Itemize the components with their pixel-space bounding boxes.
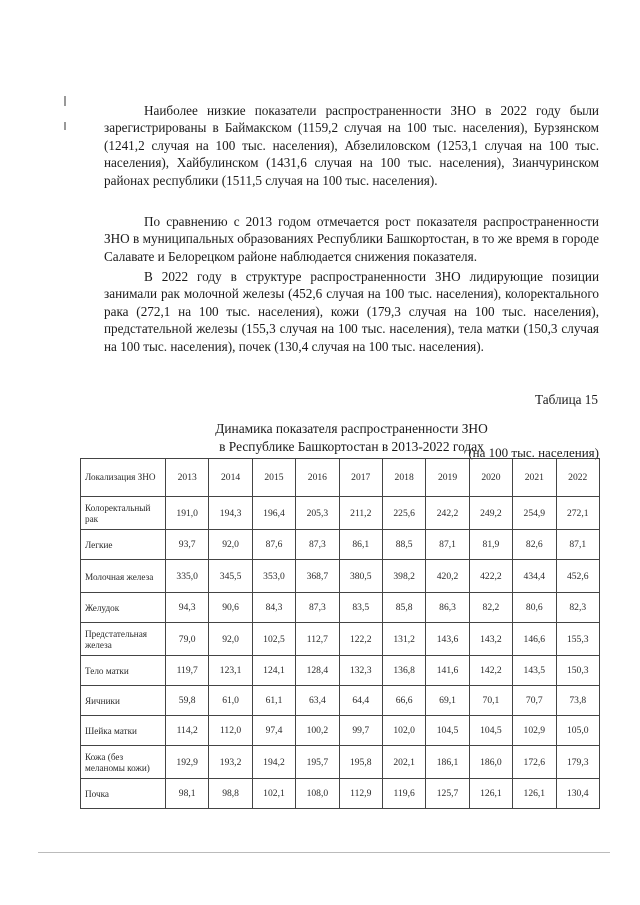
cell-value: 92,0 [209,623,252,656]
table-row [81,656,600,686]
table-row [81,623,600,656]
cell-value: 112,9 [339,779,382,809]
cell-value: 422,2 [469,560,512,593]
cell-value: 345,5 [209,560,252,593]
cell-value: 194,2 [252,746,295,779]
cell-localization: Колоректальный рак [81,497,166,530]
cell-value: 124,1 [252,656,295,686]
cell-value: 87,1 [556,530,599,560]
cell-value: 86,3 [426,593,469,623]
cell-localization: Кожа (без меланомы кожи) [81,746,166,779]
table-row [81,593,600,623]
cell-value: 87,1 [426,530,469,560]
cell-value: 85,8 [382,593,425,623]
cell-value: 150,3 [556,656,599,686]
header-year: 2020 [469,459,512,497]
cell-value: 114,2 [166,716,209,746]
cell-value: 112,7 [296,623,339,656]
header-localization: Локализация ЗНО [81,459,166,497]
cell-localization: Молочная железа [81,560,166,593]
cell-value: 172,6 [513,746,556,779]
header-year: 2015 [252,459,295,497]
cell-value: 102,0 [382,716,425,746]
cell-value: 452,6 [556,560,599,593]
cell-value: 70,1 [469,686,512,716]
header-year: 2014 [209,459,252,497]
cell-value: 434,4 [513,560,556,593]
cell-value: 249,2 [469,497,512,530]
cell-value: 193,2 [209,746,252,779]
table-header-row [81,459,600,497]
paragraph-lowest-prevalence: Наиболее низкие показатели распространенности ЗНО в 2022 году были зарегистрированы в Баймакском (1159,2 случая на 100 тыс. населения), Бурзянском (1241,2 случая на 100 тыс. населения), Абзелиловском (1253,1 случая на 100 тыс. населения), Хайбулинском (1431,6 случая на 100 тыс. населения), Зианчуринском районах республики (1511,5 случая на 100 тыс. населения). [104,103,599,188]
cell-localization: Легкие [81,530,166,560]
table-caption: Таблица 15 [535,392,598,407]
cell-value: 73,8 [556,686,599,716]
cell-value: 87,3 [296,593,339,623]
cell-value: 254,9 [513,497,556,530]
cell-value: 195,8 [339,746,382,779]
cell-value: 90,6 [209,593,252,623]
header-year: 2017 [339,459,382,497]
cell-value: 98,8 [209,779,252,809]
cell-value: 84,3 [252,593,295,623]
cell-localization: Предстательная железа [81,623,166,656]
cell-value: 112,0 [209,716,252,746]
table-row [81,560,600,593]
cell-value: 122,2 [339,623,382,656]
cell-value: 87,6 [252,530,295,560]
cell-value: 97,4 [252,716,295,746]
cell-value: 420,2 [426,560,469,593]
cell-value: 186,1 [426,746,469,779]
cell-value: 194,3 [209,497,252,530]
cell-value: 82,6 [513,530,556,560]
prevalence-table [80,458,600,809]
cell-value: 88,5 [382,530,425,560]
cell-value: 59,8 [166,686,209,716]
cell-value: 93,7 [166,530,209,560]
cell-value: 102,9 [513,716,556,746]
cell-value: 272,1 [556,497,599,530]
cell-value: 99,7 [339,716,382,746]
cell-value: 368,7 [296,560,339,593]
cell-value: 80,6 [513,593,556,623]
cell-value: 242,2 [426,497,469,530]
cell-value: 108,0 [296,779,339,809]
cell-value: 155,3 [556,623,599,656]
table-row [81,746,600,779]
cell-value: 83,5 [339,593,382,623]
cell-value: 87,3 [296,530,339,560]
cell-value: 132,3 [339,656,382,686]
cell-value: 142,2 [469,656,512,686]
cell-localization: Почка [81,779,166,809]
cell-value: 79,0 [166,623,209,656]
cell-value: 335,0 [166,560,209,593]
cell-localization: Шейка матки [81,716,166,746]
cell-value: 66,6 [382,686,425,716]
margin-mark [64,96,66,106]
table-title-line-1: Динамика показателя распространенности ЗНО [215,421,488,436]
cell-value: 143,2 [469,623,512,656]
cell-value: 105,0 [556,716,599,746]
cell-value: 143,6 [426,623,469,656]
cell-value: 69,1 [426,686,469,716]
cell-value: 195,7 [296,746,339,779]
cell-localization: Яичники [81,686,166,716]
cell-value: 104,5 [426,716,469,746]
cell-value: 353,0 [252,560,295,593]
cell-value: 205,3 [296,497,339,530]
cell-value: 119,7 [166,656,209,686]
cell-value: 136,8 [382,656,425,686]
cell-value: 196,4 [252,497,295,530]
header-year: 2021 [513,459,556,497]
cell-value: 123,1 [209,656,252,686]
cell-value: 125,7 [426,779,469,809]
table-row [81,716,600,746]
margin-mark [64,122,66,130]
cell-value: 100,2 [296,716,339,746]
cell-value: 63,4 [296,686,339,716]
cell-value: 126,1 [513,779,556,809]
cell-value: 192,9 [166,746,209,779]
table-title-line-2: в Республике Башкортостан в 2013-2022 годах [219,439,484,454]
cell-value: 143,5 [513,656,556,686]
header-year: 2019 [426,459,469,497]
paragraph-growth-comparison: По сравнению с 2013 годом отмечается рост показателя распространенности ЗНО в муниципальных образованиях Республики Башкортостан, в то же время в городе Салавате и Белорецком районе наблюдается снижения показателя. [104,214,599,264]
cell-value: 86,1 [339,530,382,560]
cell-value: 131,2 [382,623,425,656]
header-year: 2022 [556,459,599,497]
cell-value: 102,1 [252,779,295,809]
cell-value: 211,2 [339,497,382,530]
cell-value: 70,7 [513,686,556,716]
table-row [81,686,600,716]
paragraph-structure-2022: В 2022 году в структуре распространенности ЗНО лидирующие позиции занимали рак молочной железы (452,6 случая на 100 тыс. населения), колоректального рака (272,1 на 100 тыс. населения), кожи (179,3 случая на 100 тыс. населения), предстательной железы (155,3 случая на 100 тыс. населения), тела матки (150,3 случая на 100 тыс. населения), почек (130,4 случая на 100 тыс. населения). [104,269,599,354]
cell-value: 146,6 [513,623,556,656]
cell-value: 225,6 [382,497,425,530]
cell-value: 102,5 [252,623,295,656]
cell-value: 82,3 [556,593,599,623]
cell-value: 61,0 [209,686,252,716]
cell-value: 126,1 [469,779,512,809]
page-divider [38,852,610,853]
table-unit: (на 100 тыс. населения) [468,445,599,460]
cell-localization: Желудок [81,593,166,623]
cell-value: 380,5 [339,560,382,593]
cell-value: 398,2 [382,560,425,593]
cell-value: 128,4 [296,656,339,686]
header-year: 2013 [166,459,209,497]
cell-value: 82,2 [469,593,512,623]
header-year: 2016 [296,459,339,497]
cell-value: 141,6 [426,656,469,686]
table-row [81,530,600,560]
cell-value: 92,0 [209,530,252,560]
cell-value: 64,4 [339,686,382,716]
cell-value: 191,0 [166,497,209,530]
cell-localization: Тело матки [81,656,166,686]
cell-value: 202,1 [382,746,425,779]
cell-value: 119,6 [382,779,425,809]
cell-value: 179,3 [556,746,599,779]
cell-value: 104,5 [469,716,512,746]
cell-value: 94,3 [166,593,209,623]
cell-value: 130,4 [556,779,599,809]
table-row [81,779,600,809]
header-year: 2018 [382,459,425,497]
cell-value: 186,0 [469,746,512,779]
cell-value: 98,1 [166,779,209,809]
cell-value: 81,9 [469,530,512,560]
cell-value: 61,1 [252,686,295,716]
table-row [81,497,600,530]
